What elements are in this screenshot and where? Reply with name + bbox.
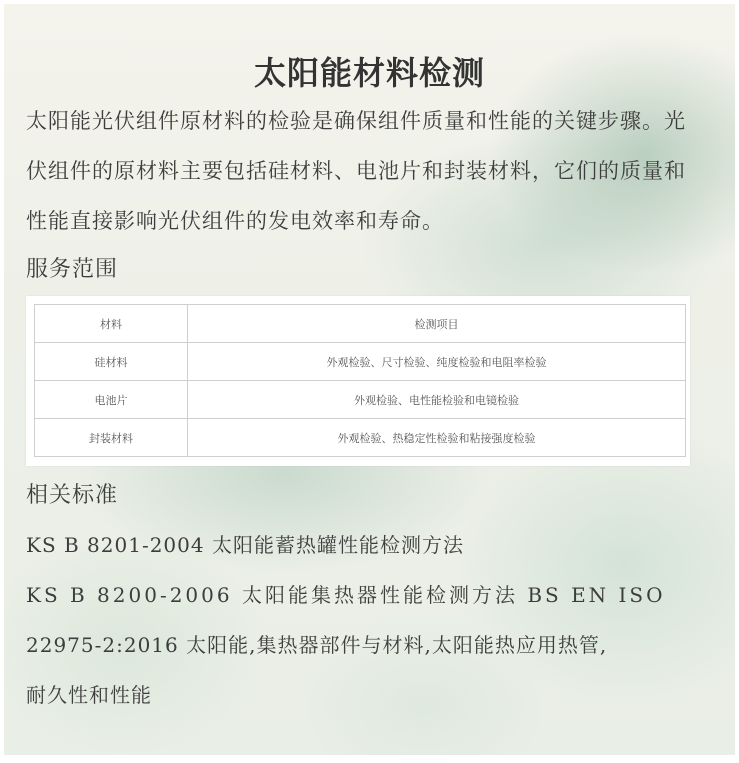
table-header-row bbox=[35, 305, 686, 343]
table-cell-test-items: 外观检验、尺寸检验、纯度检验和电阻率检验 bbox=[188, 343, 686, 381]
table-header-test-items: 检测项目 bbox=[188, 305, 686, 343]
page-title: 太阳能材料检测 bbox=[253, 54, 485, 92]
service-table bbox=[34, 304, 686, 457]
service-scope-heading: 服务范围 bbox=[26, 257, 119, 282]
standards-list bbox=[26, 520, 698, 720]
table-header-material: 材料 bbox=[35, 305, 188, 343]
standard-line: KS B 8200-2006 太阳能集热器性能检测方法 BS EN ISO bbox=[26, 583, 666, 607]
table-cell-test-items: 外观检验、热稳定性检验和粘接强度检验 bbox=[188, 419, 686, 457]
table-row bbox=[35, 381, 686, 419]
standard-line: 22975-2:2016 太阳能,集热器部件与材料,太阳能热应用热管, bbox=[26, 633, 608, 657]
table-row bbox=[35, 419, 686, 457]
page-background bbox=[4, 4, 735, 755]
standard-line: KS B 8201-2004 太阳能蓄热罐性能检测方法 bbox=[26, 533, 464, 557]
table-cell-material: 封装材料 bbox=[35, 419, 188, 457]
service-table-card bbox=[26, 296, 690, 466]
standard-line: 耐久性和性能 bbox=[26, 683, 152, 707]
table-cell-material: 硅材料 bbox=[35, 343, 188, 381]
intro-paragraph: 太阳能光伏组件原材料的检验是确保组件质量和性能的关键步骤。光伏组件的原材料主要包括硅材料、电池片和封装材料，它们的质量和性能直接影响光伏组件的发电效率和寿命。 bbox=[26, 109, 686, 233]
table-cell-material: 电池片 bbox=[35, 381, 188, 419]
table-cell-test-items: 外观检验、电性能检验和电镜检验 bbox=[188, 381, 686, 419]
related-standards-heading: 相关标准 bbox=[26, 483, 119, 508]
table-row bbox=[35, 343, 686, 381]
